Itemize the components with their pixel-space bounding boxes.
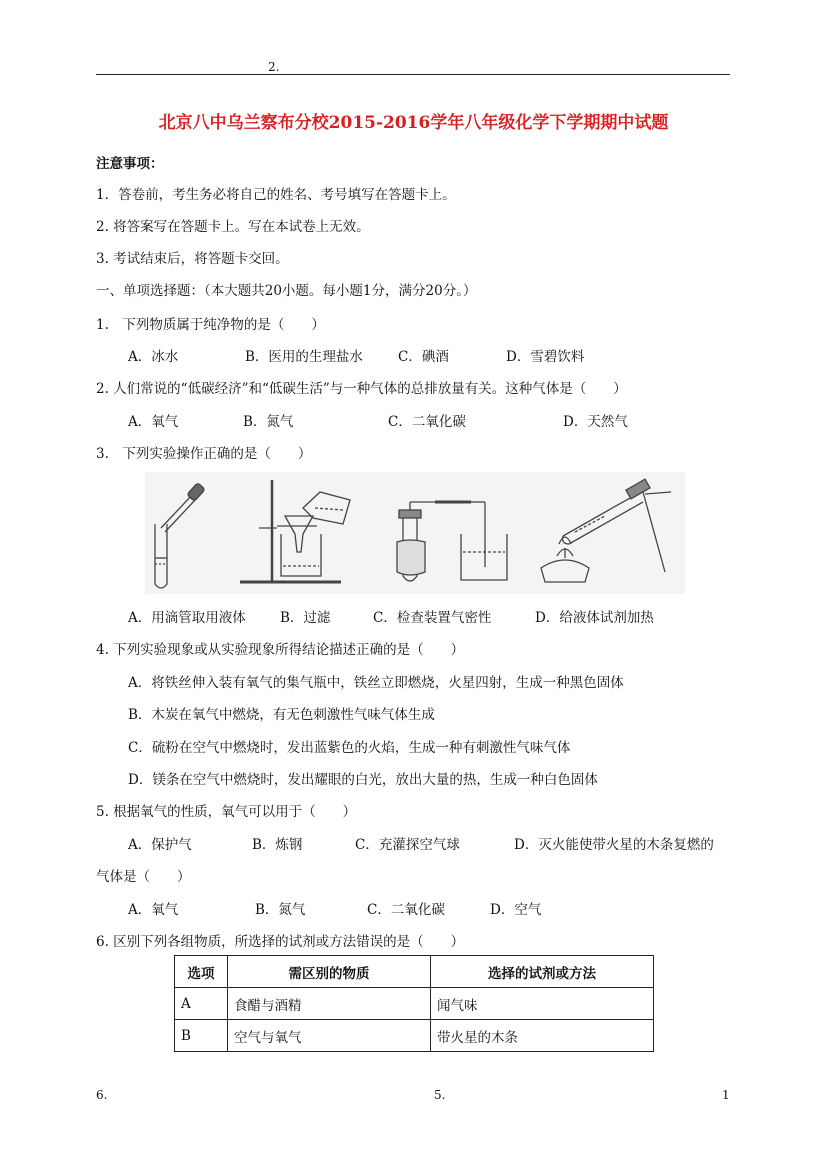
- q3-option-b: B．过滤: [280, 610, 331, 626]
- q1-option-d: D．雪碧饮料: [506, 349, 585, 365]
- question-1-stem: 1. 下列物质属于纯净物的是（ ）: [96, 317, 325, 333]
- q4-option-d: D．镁条在空气中燃烧时，发出耀眼的白光，放出大量的热，生成一种白色固体: [128, 772, 598, 788]
- table-header-cell: 选择的试剂或方法: [431, 956, 654, 988]
- note-item: 3. 考试结束后，将答题卡交回。: [96, 251, 289, 267]
- note-item: 1．答卷前，考生务必将自己的姓名、考号填写在答题卡上。: [96, 187, 456, 203]
- q4-option-c: C．硫粉在空气中燃烧时，发出蓝紫色的火焰，生成一种有刺激性气味气体: [128, 740, 571, 756]
- q1-option-a: A．冰水: [128, 349, 179, 365]
- q6-table: [174, 955, 654, 1052]
- page-title: 北京八中乌兰察布分校2015-2016学年八年级化学下学期期中试题: [158, 113, 669, 133]
- q2-option-b: B．氮气: [243, 414, 294, 430]
- q5b-option-d: D．空气: [490, 902, 542, 918]
- q4-option-a: A．将铁丝伸入装有氧气的集气瓶中，铁丝立即燃烧，火星四射，生成一种黑色固体: [128, 675, 624, 691]
- table-header-row: [175, 956, 654, 988]
- header-page-number: 2.: [268, 60, 280, 74]
- table-row: [175, 1020, 654, 1052]
- table-header-cell: 选项: [175, 956, 228, 988]
- question-4-stem: 4. 下列实验现象或从实验现象所得结论描述正确的是（ ）: [96, 642, 465, 658]
- table-cell: 闻气味: [431, 988, 654, 1020]
- lab-apparatus-figure: [145, 472, 685, 594]
- q3-option-a: A．用滴管取用液体: [128, 610, 246, 626]
- q5-option-c: C．充灌探空气球: [355, 837, 460, 853]
- table-cell: B: [175, 1020, 228, 1052]
- q5b-option-a: A．氧气: [128, 902, 179, 918]
- footer-center: 5.: [434, 1088, 446, 1102]
- table-cell: 带火星的木条: [431, 1020, 654, 1052]
- question-6-stem: 6. 区别下列各组物质，所选择的试剂或方法错误的是（ ）: [96, 934, 465, 950]
- q5b-option-c: C．二氧化碳: [367, 902, 445, 918]
- q2-option-d: D．天然气: [563, 414, 628, 430]
- header-rule: [96, 74, 730, 75]
- question-3-stem: 3. 下列实验操作正确的是（ ）: [96, 446, 312, 462]
- table-row: [175, 988, 654, 1020]
- q2-option-a: A．氧气: [128, 414, 179, 430]
- q4-option-b: B．木炭在氧气中燃烧，有无色刺激性气味气体生成: [128, 707, 435, 723]
- question-5b-stem: 气体是（ ）: [96, 869, 191, 885]
- q5-option-b: B．炼钢: [252, 837, 303, 853]
- table-cell: A: [175, 988, 228, 1020]
- q3-option-c: C．检查装置气密性: [373, 610, 492, 626]
- q2-option-c: C．二氧化碳: [388, 414, 466, 430]
- notes-heading: 注意事项：: [96, 156, 164, 172]
- question-5-stem: 5. 根据氧气的性质，氧气可以用于（ ）: [96, 804, 357, 820]
- q1-option-c: C．碘酒: [398, 349, 449, 365]
- footer-page-number: 1: [722, 1088, 730, 1102]
- table-header-cell: 需区别的物质: [228, 956, 431, 988]
- q5-option-a: A．保护气: [128, 837, 192, 853]
- table-cell: 食醋与酒精: [228, 988, 431, 1020]
- question-2-stem: 2. 人们常说的“低碳经济”和“低碳生活”与一种气体的总排放量有关。这种气体是（ ）: [96, 381, 627, 397]
- q5-option-d: D．灭火能使带火星的木条复燃的: [514, 837, 714, 853]
- q3-option-d: D．给液体试剂加热: [535, 610, 654, 626]
- q5b-option-b: B．氮气: [255, 902, 306, 918]
- q1-option-b: B．医用的生理盐水: [245, 349, 363, 365]
- note-item: 2. 将答案写在答题卡上。写在本试卷上无效。: [96, 219, 370, 235]
- section-heading: 一、单项选择题：（本大题共20小题。每小题1分，满分20分。）: [96, 283, 477, 299]
- footer-left: 6.: [96, 1088, 108, 1102]
- table-cell: 空气与氧气: [228, 1020, 431, 1052]
